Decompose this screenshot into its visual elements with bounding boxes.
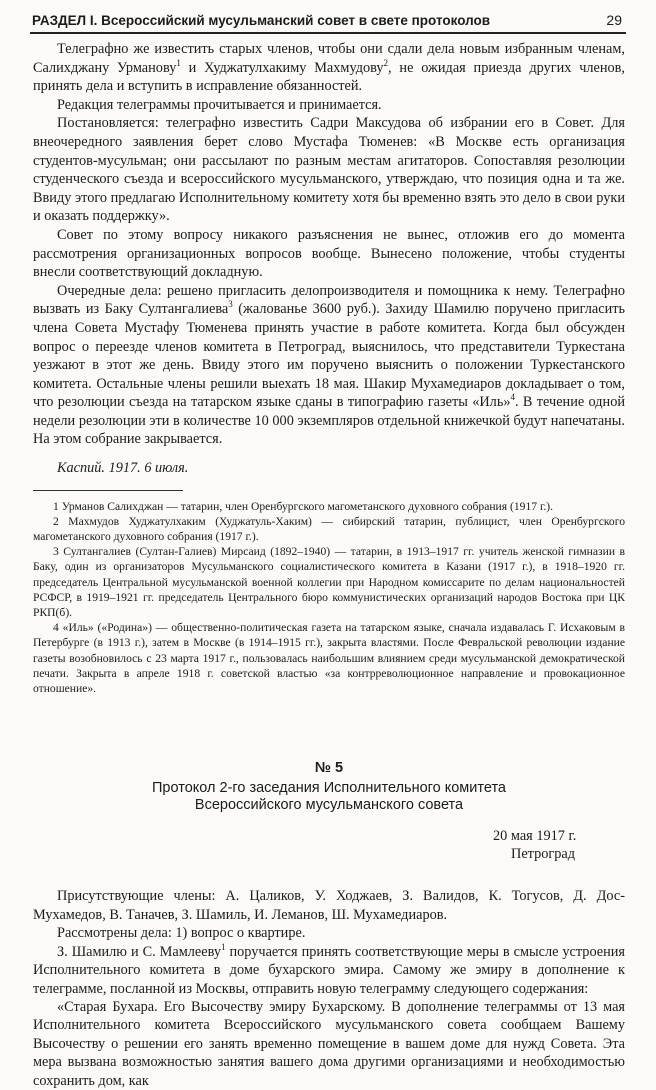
document-date: 20 мая 1917 г. (493, 828, 577, 845)
paragraph: «Старая Бухара. Его Высочеству эмиру Бухарскому. В дополнение телеграммы от 13 мая Исполнительного комитета Всероссийского мусульманского совета сообщаем Вашему Высочеству о решении его занять временно помещение в вашем доме для нужд Совета. Эта мера вызвана возможностью занятия вашего дома другими организациями и необходимостью сохранить дом, как (33, 998, 625, 1089)
text-run: , не ожидая приезда других членов, принять дела и вступить в исправление обязанностей. (33, 59, 625, 95)
paragraph (33, 282, 625, 449)
paragraph: Присутствующие члены: А. Цаликов, У. Ходжаев, З. Валидов, К. Тогусов, Д. Дос-Мухамедов, В. Таначев, З. Шамиль, И. Леманов, Ш. Мухамедиаров. (33, 888, 625, 923)
paragraph (33, 40, 625, 96)
footnotes (33, 499, 625, 697)
page-number: 29 (606, 12, 622, 28)
title-line: Протокол 2-го заседания Исполнительного комитета (152, 780, 506, 797)
paragraph: Редакция телеграммы прочитывается и принимается. (57, 96, 382, 113)
text-run: (жалованье 3600 руб.). Захиду Шамилю поручено пригласить члена Совета Мустафу Тюменева принять участие в работе комитета. Когда был обсужден вопрос о переезде членов комитета в Петроград, выяснилось, что представители Туркестана уезжают в этот же день. Ввиду этого им поручено выяснить о положении Туркестанского комитета. Остальные члены решили выехать 18 мая. Шакир Мухамедиаров докладывает о том, что резолюции съезда на татарском языке сданы в типографию газеты «Иль» (33, 301, 626, 411)
source-citation: Каспий. 1917. 6 июля. (57, 460, 189, 477)
paragraph (33, 943, 625, 998)
footnote-ref: 3 (228, 299, 233, 310)
footnote: 4 «Иль» («Родина») — общественно-политическая газета на татарском языке, сначала издавалась Г. Исхаковым в Петербурге (в 1913 г.), затем в Москве (в 1914–1915 гг.), закрыта властями. После Февральской революции издание газеты возобновилось с 23 марта 1917 г., пользовалась наибольшим влиянием среди мусульманской демократической печати. Закрыта в апреле 1918 г. советской властью «за контрреволюционное направление и провокационное отношение». (33, 621, 625, 696)
section-title: РАЗДЕЛ I. Всероссийский мусульманский совет в свете протоколов (32, 13, 491, 28)
date-place (493, 828, 625, 863)
footnote: 2 Махмудов Худжатулхаким (Худжатуль-Хаким) — сибирский татарин, публицист, член Оренбургского магометанского духовного собрания (1917 г.). (33, 514, 625, 544)
footnote-ref: 2 (383, 57, 389, 68)
text-run: Очередные дела: решено пригласить делопроизводителя и помощника к нему. Телеграфно вызвать из Баку Султангалиева (33, 282, 625, 318)
text-run: З. Шамилю и С. Мамлееву (57, 943, 221, 960)
text-run: . В течение одной недели резолюции эти в количестве 10 000 экземпляров отдельной книжечкой будут напечатаны. На этом собрание закрывается. (33, 394, 625, 448)
document-place: Петроград (511, 845, 576, 862)
footnote-ref: 1 (176, 57, 181, 68)
page-body (33, 40, 625, 1090)
footnote-ref: 4 (510, 392, 515, 403)
document-number: № 5 (314, 760, 344, 777)
text-run: и Худжатулхакиму Махмудову (180, 59, 384, 76)
paragraph: Постановляется: телеграфно известить Садри Максудова об избрании его в Совет. Для внеочередного заявления берет слово Мустафа Тюменев: «В Москве есть организация студентов-мусульман; они рассылают по разным местам агитаторов. Сопоставляя резолюции студенческого съезда и всероссийского мусульманского, утверждаю, что позиция одна и та же. Ввиду этого предлагаю Исполнительному комитету хотя бы временно взять это дело в свои руки и оказать поддержку». (33, 115, 625, 225)
document-title (33, 780, 625, 814)
paragraph: Рассмотрены дела: 1) вопрос о квартире. (57, 925, 306, 942)
title-line: Всероссийского мусульманского совета (194, 797, 464, 814)
text-run: Телеграфно же известить старых членов, чтобы они сдали дела новым избранным членам, Салихджану Урманову (33, 41, 625, 76)
footnote-divider (33, 490, 183, 491)
footnote-ref: 1 (221, 941, 226, 952)
footnote: 3 Султангалиев (Султан-Галиев) Мирсаид (1892–1940) — татарин, в 1913–1917 гг. учитель женской гимназии в Баку, один из организаторов Мусульманского социалистического комитета в Казани (1917 г.), в 1918–1920 гг. председатель Центральной мусульманской военной коллегии при Народном комиссарите по делам национальностей РСФСР, в 1919–1921 гг. председатель Центрального бюро коммунистических организаций народов Востока при ЦК РКП(б). (33, 545, 625, 620)
protocol-body (33, 887, 625, 1089)
paragraph: Совет по этому вопросу никакого разъяснения не вынес, отложив его до момента рассмотрения организационных вопросов вообще. Вынесено положение, чтобы студенты внесли соответствующий докладную. (33, 226, 625, 281)
footnote: 1 Урманов Салихджан — татарин, член Оренбургского магометанского духовного собрания (1917 г.). (53, 499, 554, 513)
running-header (30, 10, 626, 34)
text-run: поручается принять соответствующие меры в смысле устроения Исполнительного комитета в доме бухарского эмира. Самому же эмиру в дополнение к телеграмме, посланной из Москвы, отправить новую телеграмму следующего содержания: (33, 943, 626, 997)
